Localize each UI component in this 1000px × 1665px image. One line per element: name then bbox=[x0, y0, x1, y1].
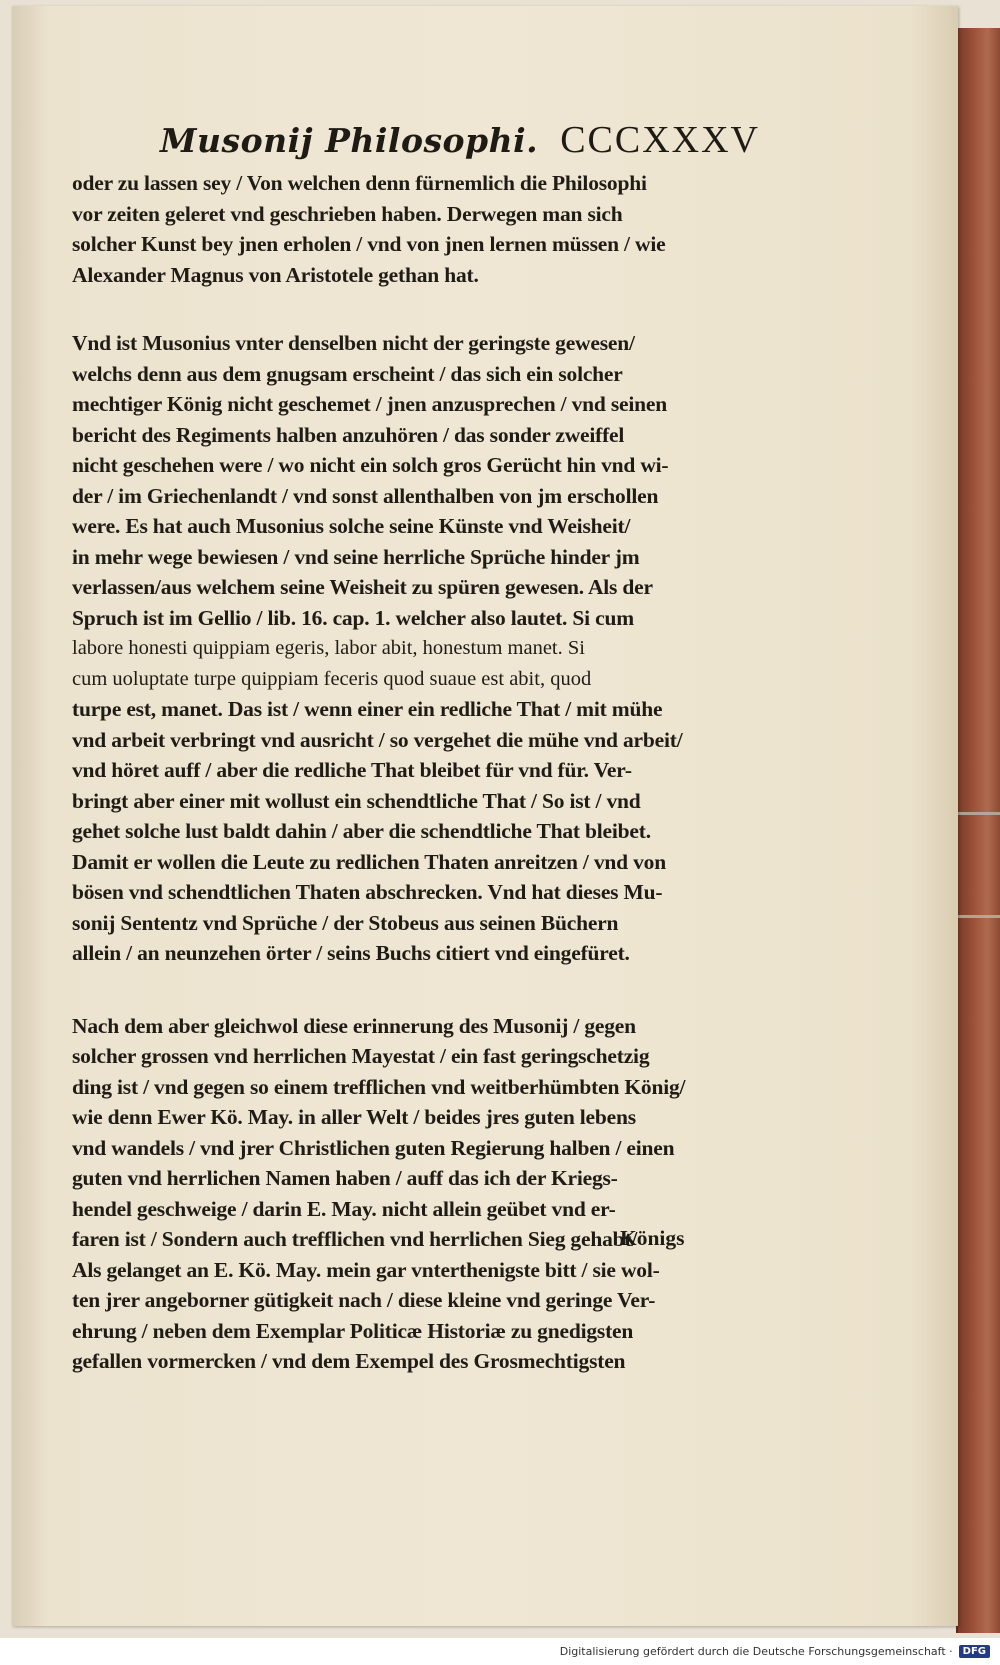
latin-line: cum uoluptate turpe quippiam feceris quod suaue est abit, quod bbox=[72, 667, 592, 690]
text-line: allein / an neunzehen örter / seins Buchs citiert vnd eingefüret. bbox=[72, 941, 630, 965]
text-line: mechtiger König nicht geschemet / jnen anzusprechen / vnd seinen bbox=[72, 392, 667, 416]
text-line: Nach dem aber gleichwol diese erinnerung des Musonij / gegen bbox=[72, 1013, 636, 1038]
text-line: Damit er wollen die Leute zu redlichen Thaten anreitzen / vnd von bbox=[72, 849, 666, 874]
paragraph-2 bbox=[72, 328, 727, 969]
text-line: vor zeiten geleret vnd geschrieben haben. Derwegen man sich bbox=[72, 201, 623, 226]
text-line: wie denn Ewer Kö. May. in aller Welt / beides jres guten lebens bbox=[72, 1105, 636, 1129]
text-line: Als gelanget an E. Kö. May. mein gar vnterthenigste bitt / sie wol- bbox=[72, 1257, 660, 1282]
latin-line: labore honesti quippiam egeris, labor abit, honestum manet. Si bbox=[72, 637, 585, 659]
text-line: bericht des Regiments halben anzuhören / das sonder zweiffel bbox=[72, 422, 625, 447]
running-head: Musonij Philosophi. bbox=[160, 121, 539, 160]
text-line: ten jrer angeborner gütigkeit nach / diese kleine vnd geringe Ver- bbox=[72, 1288, 656, 1312]
funding-credit: Digitalisierung gefördert durch die Deutsche Forschungsgemeinschaft · bbox=[559, 1645, 953, 1658]
text-line: hendel geschweige / darin E. May. nicht allein geübet vnd er- bbox=[72, 1196, 616, 1221]
dfg-logo: DFG bbox=[959, 1645, 990, 1658]
text-line: gehet solche lust baldt dahin / aber die schendtliche That bleibet. bbox=[72, 819, 651, 843]
text-line: faren ist / Sondern auch trefflichen vnd herrlichen Sieg gehabt/ bbox=[72, 1227, 638, 1251]
page-header bbox=[160, 118, 760, 174]
digitization-footer bbox=[0, 1638, 1000, 1665]
text-line: bösen vnd schendtlichen Thaten abschrecken. Vnd hat dieses Mu- bbox=[72, 880, 663, 904]
body-text bbox=[72, 168, 727, 1377]
text-line: bringt aber einer mit wollust ein schendtliche That / So ist / vnd bbox=[72, 788, 641, 813]
text-line: Alexander Magnus von Aristotele gethan hat. bbox=[72, 262, 479, 287]
text-line: ding ist / vnd gegen so einem trefflichen vnd weitberhümbten König/ bbox=[72, 1074, 686, 1099]
paragraph-gap bbox=[72, 969, 727, 1011]
text-line: verlassen/aus welchem seine Weisheit zu spüren gewesen. Als der bbox=[72, 575, 653, 599]
paragraph-3 bbox=[72, 1011, 727, 1377]
text-line: vnd wandels / vnd jrer Christlichen guten Regierung halben / einen bbox=[72, 1135, 675, 1160]
text-line: vnd arbeit verbringt vnd ausricht / so vergehet die mühe vnd arbeit/ bbox=[72, 727, 683, 752]
text-line: welchs denn aus dem gnugsam erscheint / das sich ein solcher bbox=[72, 361, 623, 386]
text-line: were. Es hat auch Musonius solche seine Künste vnd Weisheit/ bbox=[72, 514, 631, 538]
text-line: sonij Sententz vnd Sprüche / der Stobeus aus seinen Büchern bbox=[72, 910, 619, 935]
text-line: solcher grossen vnd herrlichen Mayestat / ein fast geringschetzig bbox=[72, 1044, 650, 1068]
text-line: vnd höret auff / aber die redliche That bleibet für vnd für. Ver- bbox=[72, 758, 632, 782]
text-line: nicht geschehen were / wo nicht ein solch gros Gerücht hin vnd wi- bbox=[72, 453, 669, 477]
text-line: guten vnd herrlichen Namen haben / auff das ich der Kriegs- bbox=[72, 1166, 618, 1190]
text-line: gefallen vormercken / vnd dem Exempel des Grosmechtigsten bbox=[72, 1349, 626, 1373]
text-line: Vnd ist Musonius vnter denselben nicht der geringste gewesen/ bbox=[72, 331, 635, 355]
text-line: turpe est, manet. Das ist / wenn einer ein redliche That / mit mühe bbox=[72, 697, 663, 721]
text-line: oder zu lassen sey / Von welchen denn fürnemlich die Philosophi bbox=[72, 171, 647, 195]
folio-number: CCCXXXV bbox=[560, 119, 760, 161]
catchword: Königs bbox=[620, 1226, 685, 1250]
paragraph-1 bbox=[72, 168, 727, 290]
text-line: der / im Griechenlandt / vnd sonst allenthalben von jm erschollen bbox=[72, 483, 659, 508]
text-line: ehrung / neben dem Exemplar Politicæ Historiæ zu gnedigsten bbox=[72, 1318, 634, 1343]
text-line: solcher Kunst bey jnen erholen / vnd von jnen lernen müssen / wie bbox=[72, 232, 666, 256]
text-line: Spruch ist im Gellio / lib. 16. cap. 1. welcher also lautet. Si cum bbox=[72, 605, 634, 630]
text-line: in mehr wege bewiesen / vnd seine herrliche Sprüche hinder jm bbox=[72, 544, 640, 569]
paragraph-gap bbox=[72, 290, 727, 328]
